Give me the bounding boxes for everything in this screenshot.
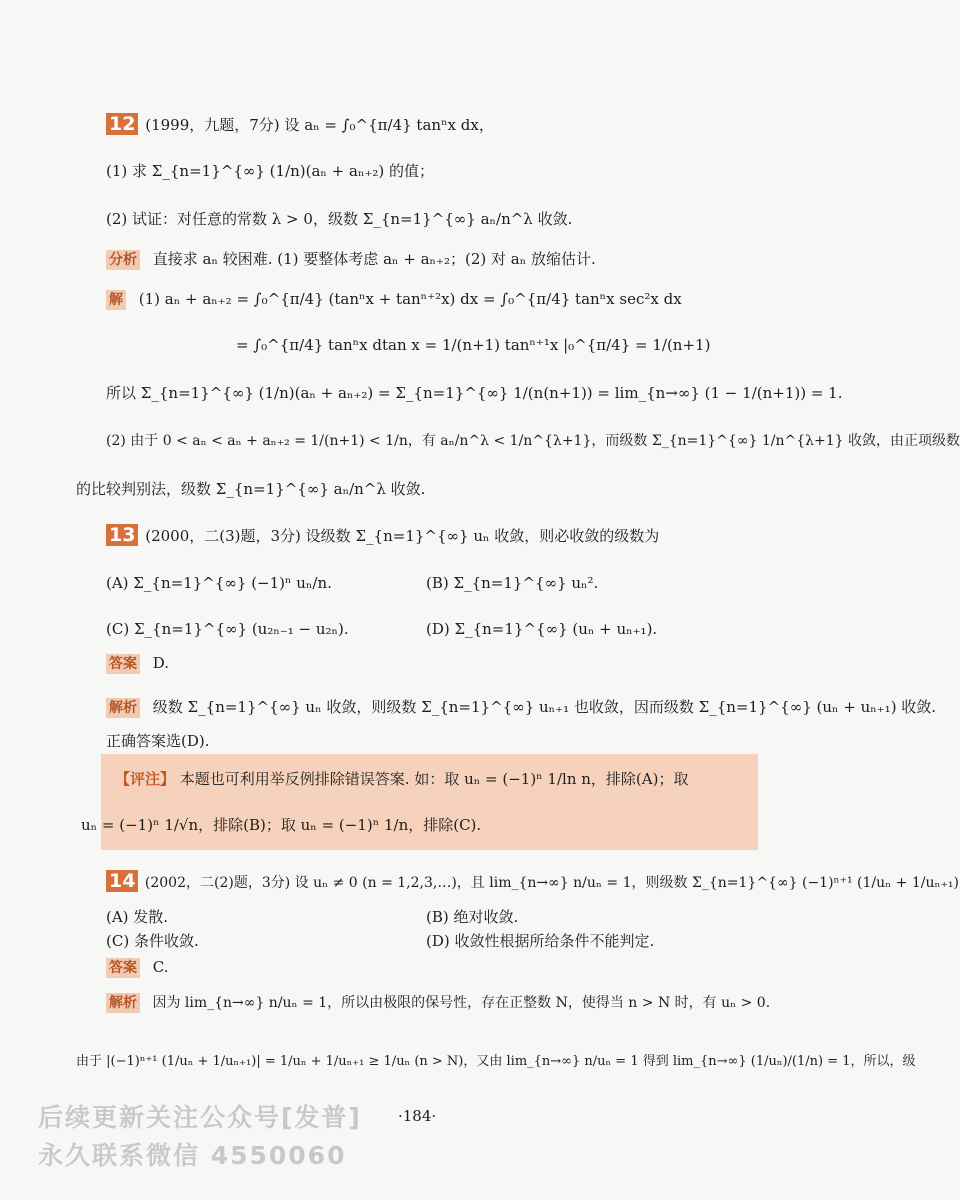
q13-stem-text: (2000，二(3)题，3分) 设级数 Σ_{n=1}^{∞} uₙ 收敛，则必收敛的级数为 — [145, 527, 660, 545]
q12-sol1-text: (1) aₙ + aₙ₊₂ = ∫₀^{π/4} (tanⁿx + tanⁿ⁺²x) dx = ∫₀^{π/4} tanⁿx sec²x dx — [138, 290, 682, 308]
remark-text1: 本题也可利用举反例排除错误答案. 如：取 uₙ = (−1)ⁿ 1/ln n，排除(A)；取 — [179, 770, 689, 788]
q13-stem — [106, 524, 659, 546]
q14-option-c: (C) 条件收敛. — [106, 932, 199, 950]
q14-stem-text: (2002，二(2)题，3分) 设 uₙ ≠ 0 (n = 1,2,3,…)，且 lim_{n→∞} n/uₙ = 1，则级数 Σ_{n=1}^{∞} (−1)ⁿ⁺¹ (1/uₙ + 1/uₙ₊₁) — [144, 875, 959, 891]
q14-answer — [106, 958, 169, 978]
q14-explanation-text: 因为 lim_{n→∞} n/uₙ = 1，所以由极限的保号性，存在正整数 N，使得当 n > N 时，有 uₙ > 0. — [152, 995, 771, 1011]
q13-explanation-text: 级数 Σ_{n=1}^{∞} uₙ 收敛，则级数 Σ_{n=1}^{∞} uₙ₊₁ 也收敛，因而级数 Σ_{n=1}^{∞} (uₙ + uₙ₊₁) 收敛. — [152, 698, 937, 716]
solution-tag: 解 — [106, 290, 126, 310]
watermark-line2: 永久联系微信 4550060 — [38, 1141, 347, 1170]
q12-solution-line5: 的比较判别法，级数 Σ_{n=1}^{∞} aₙ/n^λ 收敛. — [76, 480, 426, 498]
q14-explanation — [106, 992, 770, 1013]
q12-solution-line1 — [106, 290, 682, 310]
q14-option-d: (D) 收敛性根据所给条件不能判定. — [426, 932, 655, 950]
q14-stem — [106, 870, 959, 892]
answer-tag: 答案 — [106, 654, 140, 674]
q12-stem — [106, 113, 494, 135]
q12-solution-line3: 所以 Σ_{n=1}^{∞} (1/n)(aₙ + aₙ₊₂) = Σ_{n=1}^{∞} 1/(n(n+1)) = lim_{n→∞} (1 − 1/(n+1)) = 1. — [106, 384, 843, 402]
explanation-tag: 解析 — [106, 698, 140, 718]
q12-analysis-text: 直接求 aₙ 较困难. (1) 要整体考虑 aₙ + aₙ₊₂；(2) 对 aₙ 放缩估计. — [152, 250, 596, 268]
answer-tag: 答案 — [106, 958, 140, 978]
q14-explanation-line2: 由于 |(−1)ⁿ⁺¹ (1/uₙ + 1/uₙ₊₁)| = 1/uₙ + 1/uₙ₊₁ ≥ 1/uₙ (n > N)，又由 lim_{n→∞} n/uₙ = 1 得到 lim_{n→∞} (1/uₙ)/(1/n) = 1，所以，级 — [76, 1054, 916, 1069]
q13-correct-answer: 正确答案选(D). — [106, 732, 210, 750]
q14-number: 14 — [106, 870, 138, 892]
remark-box — [81, 754, 758, 850]
watermark-line1: 后续更新关注公众号[发普] — [38, 1103, 362, 1132]
q13-answer — [106, 654, 169, 674]
q13-option-c: (C) Σ_{n=1}^{∞} (u₂ₙ₋₁ − u₂ₙ). — [106, 620, 349, 638]
q13-option-b: (B) Σ_{n=1}^{∞} uₙ². — [426, 574, 599, 592]
q13-explanation — [106, 696, 936, 718]
page-number: ·184· — [398, 1107, 437, 1125]
q12-part2: (2) 试证：对任意的常数 λ > 0，级数 Σ_{n=1}^{∞} aₙ/n^λ 收敛. — [106, 210, 573, 228]
q12-number: 12 — [106, 113, 138, 135]
q13-answer-text: D. — [152, 654, 170, 672]
q14-answer-text: C. — [152, 958, 169, 976]
remark-line2: uₙ = (−1)ⁿ 1/√n，排除(B)；取 uₙ = (−1)ⁿ 1/n，排除(C). — [81, 816, 482, 834]
q12-part1: (1) 求 Σ_{n=1}^{∞} (1/n)(aₙ + aₙ₊₂) 的值； — [106, 162, 435, 180]
q14-option-b: (B) 绝对收敛. — [426, 908, 519, 926]
analysis-tag: 分析 — [106, 250, 140, 270]
explanation-tag: 解析 — [106, 993, 140, 1013]
q12-solution-line4: (2) 由于 0 < aₙ < aₙ + aₙ₊₂ = 1/(n+1) < 1/n，有 aₙ/n^λ < 1/n^{λ+1}，而级数 Σ_{n=1}^{∞} 1/n^{λ+1} 收敛，由正项级数 — [106, 433, 960, 449]
q12-solution-line2: = ∫₀^{π/4} tanⁿx dtan x = 1/(n+1) tanⁿ⁺¹x |₀^{π/4} = 1/(n+1) — [236, 336, 711, 354]
q13-option-d: (D) Σ_{n=1}^{∞} (uₙ + uₙ₊₁). — [426, 620, 658, 638]
q13-option-a: (A) Σ_{n=1}^{∞} (−1)ⁿ uₙ/n. — [106, 574, 332, 592]
q13-number: 13 — [106, 524, 138, 546]
q12-stem-text: (1999，九题，7分) 设 aₙ = ∫₀^{π/4} tanⁿx dx， — [145, 116, 494, 134]
q12-analysis — [106, 248, 596, 270]
remark-line1 — [115, 768, 688, 789]
remark-tag: 【评注】 — [115, 770, 176, 788]
q14-option-a: (A) 发散. — [106, 908, 169, 926]
